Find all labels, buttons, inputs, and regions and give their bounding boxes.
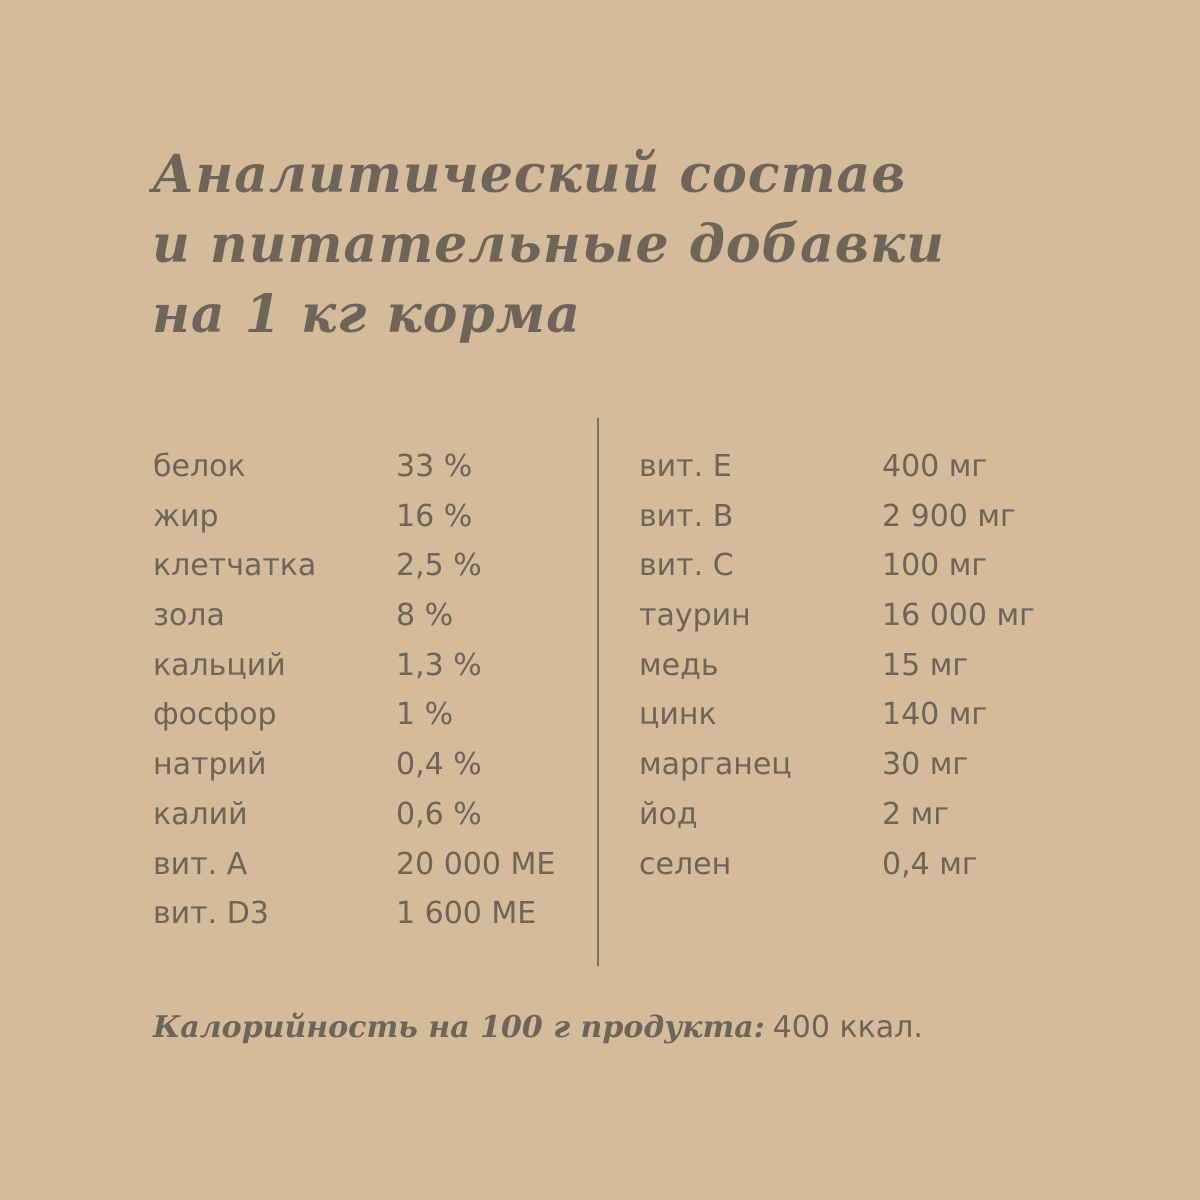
table-row bbox=[639, 591, 1035, 641]
nutrient-name: йод bbox=[639, 796, 698, 832]
nutrient-value: 0,6 % bbox=[396, 796, 482, 832]
table-row bbox=[639, 690, 1035, 740]
table-row bbox=[153, 541, 555, 591]
nutrient-name: вит. D3 bbox=[153, 896, 269, 932]
nutrient-name: белок bbox=[153, 449, 246, 484]
table-row bbox=[639, 740, 1035, 790]
nutrient-value: 400 мг bbox=[882, 449, 988, 484]
title-line-2: и питательные добавки bbox=[152, 214, 945, 275]
right-nutrient-table bbox=[639, 442, 1035, 889]
nutrient-value: 16 000 мг bbox=[882, 598, 1035, 634]
nutrient-name: кальций bbox=[153, 647, 286, 683]
nutrient-value: 2,5 % bbox=[396, 548, 482, 584]
calorie-note bbox=[153, 1010, 923, 1045]
nutrient-value: 8 % bbox=[396, 598, 454, 634]
table-row bbox=[639, 840, 1035, 890]
calorie-label: Калорийность на 100 г продукта: bbox=[153, 1010, 765, 1045]
nutrient-value: 30 мг bbox=[882, 747, 969, 783]
nutrient-value: 1,3 % bbox=[396, 647, 482, 683]
left-nutrient-table bbox=[153, 442, 555, 939]
nutrient-value: 1 600 МЕ bbox=[396, 896, 537, 932]
nutrient-name: натрий bbox=[153, 747, 267, 783]
table-row bbox=[153, 889, 555, 939]
nutrient-name: медь bbox=[639, 647, 719, 683]
nutrient-name: вит. Е bbox=[639, 449, 732, 484]
nutrient-name: клетчатка bbox=[153, 548, 317, 584]
nutrient-value: 100 мг bbox=[882, 548, 988, 584]
nutrient-value: 20 000 МЕ bbox=[396, 846, 556, 882]
nutrient-name: вит. С bbox=[639, 548, 734, 584]
nutrient-name: цинк bbox=[639, 697, 717, 733]
table-row bbox=[639, 790, 1035, 840]
nutrient-value: 0,4 % bbox=[396, 747, 482, 783]
table-row bbox=[153, 740, 555, 790]
nutrient-name: жир bbox=[153, 498, 219, 534]
nutrient-name: таурин bbox=[639, 598, 751, 634]
nutrient-value: 1 % bbox=[396, 697, 454, 733]
table-row bbox=[639, 541, 1035, 591]
nutrient-name: калий bbox=[153, 796, 248, 832]
nutrient-value: 16 % bbox=[396, 498, 473, 534]
nutrient-name: фосфор bbox=[153, 697, 277, 733]
column-divider bbox=[597, 418, 599, 966]
nutrient-value: 2 900 мг bbox=[882, 498, 1016, 534]
nutrient-value: 140 мг bbox=[882, 697, 988, 733]
table-row bbox=[153, 840, 555, 890]
nutrient-value: 0,4 мг bbox=[882, 846, 978, 882]
nutrient-name: вит. В bbox=[639, 498, 734, 534]
title-line-3: на 1 кг корма bbox=[152, 284, 581, 345]
table-row bbox=[639, 442, 1035, 492]
nutrient-name: вит. А bbox=[153, 846, 248, 882]
table-row bbox=[639, 641, 1035, 691]
nutrient-value: 15 мг bbox=[882, 647, 969, 683]
table-row bbox=[153, 492, 555, 542]
table-row bbox=[153, 641, 555, 691]
table-row bbox=[153, 591, 555, 641]
table-row bbox=[153, 790, 555, 840]
nutrient-name: селен bbox=[639, 846, 732, 882]
table-row bbox=[639, 492, 1035, 542]
nutrient-value: 2 мг bbox=[882, 796, 950, 832]
nutrient-name: марганец bbox=[639, 747, 792, 783]
table-row bbox=[153, 690, 555, 740]
nutrient-value: 33 % bbox=[396, 449, 473, 484]
calorie-value: 400 ккал. bbox=[772, 1010, 923, 1045]
nutrient-name: зола bbox=[153, 598, 225, 634]
table-row bbox=[153, 442, 555, 492]
title-line-1: Аналитический состав bbox=[152, 144, 907, 205]
page-title bbox=[152, 140, 945, 350]
